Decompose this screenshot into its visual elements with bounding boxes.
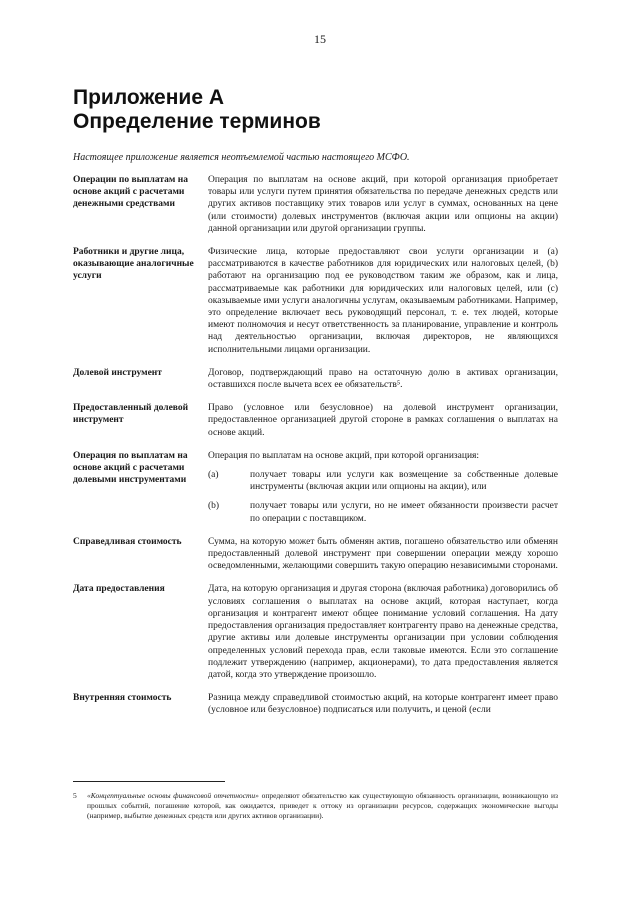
term-name: Долевой инструмент — [73, 367, 162, 378]
page-number: 15 — [314, 32, 326, 46]
term-entry — [73, 402, 558, 439]
term-name: Работники и другие лица, оказывающие аналогичные услуги — [73, 247, 194, 282]
term-name: Предоставленный долевой инструмент — [73, 403, 189, 426]
page-heading — [73, 86, 321, 134]
footnote-emphasis: «Концептуальные основы финансовой отчетности» — [87, 791, 259, 800]
term-name: Операция по выплатам на основе акций с расчетами долевыми инструментами — [73, 450, 188, 485]
footnote-divider — [73, 781, 225, 782]
term-entry — [73, 450, 558, 525]
term-entry — [73, 536, 558, 573]
intro-note: Настоящее приложение является неотъемлемой частью настоящего МСФО. — [73, 152, 410, 163]
term-entry — [73, 583, 558, 681]
term-definition: Дата, на которую организация и другая сторона (включая работника) договорились об условиях соглашения о выплатах на основе акций, которая наступает, когда организация и контрагент имеют общее понимание условий соглашения. На дату предоставления организация предоставляет контрагенту право на денежные средства, другие активы или долевые инструменты организации при условии соблюдения определенных условий перехода прав, если таковые имеются. Если это соглашение подлежит утверждению (например, акционерами), то дата предоставления является датой, когда это утверждение произошло. — [208, 584, 558, 680]
terms-list — [73, 174, 558, 728]
sub-item-a — [208, 469, 558, 493]
term-definition: Операция по выплатам на основе акций, при которой организация: — [208, 450, 480, 461]
sub-item-b — [208, 500, 558, 524]
sub-item-label: (b) — [208, 501, 220, 512]
heading-appendix: Приложение А — [73, 86, 225, 109]
term-definition: Физические лица, которые предоставляют свои услуги организации и (a) рассматриваются в качестве работников для юридических или налоговых целей, (b) работают на организацию под ее руководством таким же образом, как и лица, рассматриваемые как работники для юридических или налоговых целей, или (c) оказываемые ими услуги аналогичны услугам, оказываемым работниками. Например, это определение включает весь руководящий персонал, т. е. тех людей, которые имеют полномочия и несут ответственность за планирование, управление и контроль над деятельностью организации, включая директоров, не являющихся исполнительными лицами организации. — [208, 247, 558, 355]
footnote-text: определяют обязательство как существующую обязанность организации, возникающую из прошлых событий, погашение которой, как ожидается, приведет к оттоку из организации ресурсов, содержащих экономические выгоды (например, выбытие денежных средств или других активов организации). — [87, 791, 558, 820]
sub-item-text: получает товары или услуги, но не имеет обязанности произвести расчет по операции с поставщиком. — [250, 501, 558, 524]
heading-title: Определение терминов — [73, 110, 321, 133]
term-definition-block — [208, 450, 558, 525]
footnote — [73, 791, 558, 821]
term-definition: Право (условное или безусловное) на долевой инструмент организации, предоставленное организацией другой стороне в рамках соглашения о выплатах на основе акций. — [208, 403, 558, 438]
term-name: Справедливая стоимость — [73, 536, 182, 547]
sub-item-text: получает товары или услуги как возмещение за собственные долевые инструменты (включая акции или опционы на акции), или — [250, 470, 558, 493]
term-name: Внутренняя стоимость — [73, 693, 172, 704]
term-name: Дата предоставления — [73, 584, 165, 595]
term-name: Операции по выплатам на основе акций с расчетами денежными средствами — [73, 175, 188, 209]
sub-item-label: (a) — [208, 470, 219, 481]
footnote-mark: 5 — [73, 791, 77, 800]
term-definition: Операция по выплатам на основе акций, при которой организация приобретает товары или услуги путем принятия обязательства по передаче денежных средств или других активов поставщику этих товаров или услуг в суммах, основанных на цене (или стоимости) долевых инструментов (включая акции или опционы на акции) данной организации или другой организации группы. — [208, 175, 558, 234]
term-entry — [73, 692, 558, 716]
term-entry — [73, 367, 558, 391]
footnote-text-block — [87, 791, 558, 821]
term-definition: Сумма, на которую может быть обменян актив, погашено обязательство или обменян предоставленный долевой инструмент при совершении операции между хорошо осведомленными, желающими совершить такую операцию независимыми сторонами. — [208, 536, 558, 572]
term-definition: Договор, подтверждающий право на остаточную долю в активах организации, оставшихся после вычета всех ее обязательств⁵. — [208, 367, 558, 391]
term-entry — [73, 174, 558, 235]
term-definition: Разница между справедливой стоимостью акций, на которые контрагент имеет право (условное или безусловное) подписаться или получить, и ценой (если — [208, 693, 558, 716]
term-entry — [73, 246, 558, 356]
